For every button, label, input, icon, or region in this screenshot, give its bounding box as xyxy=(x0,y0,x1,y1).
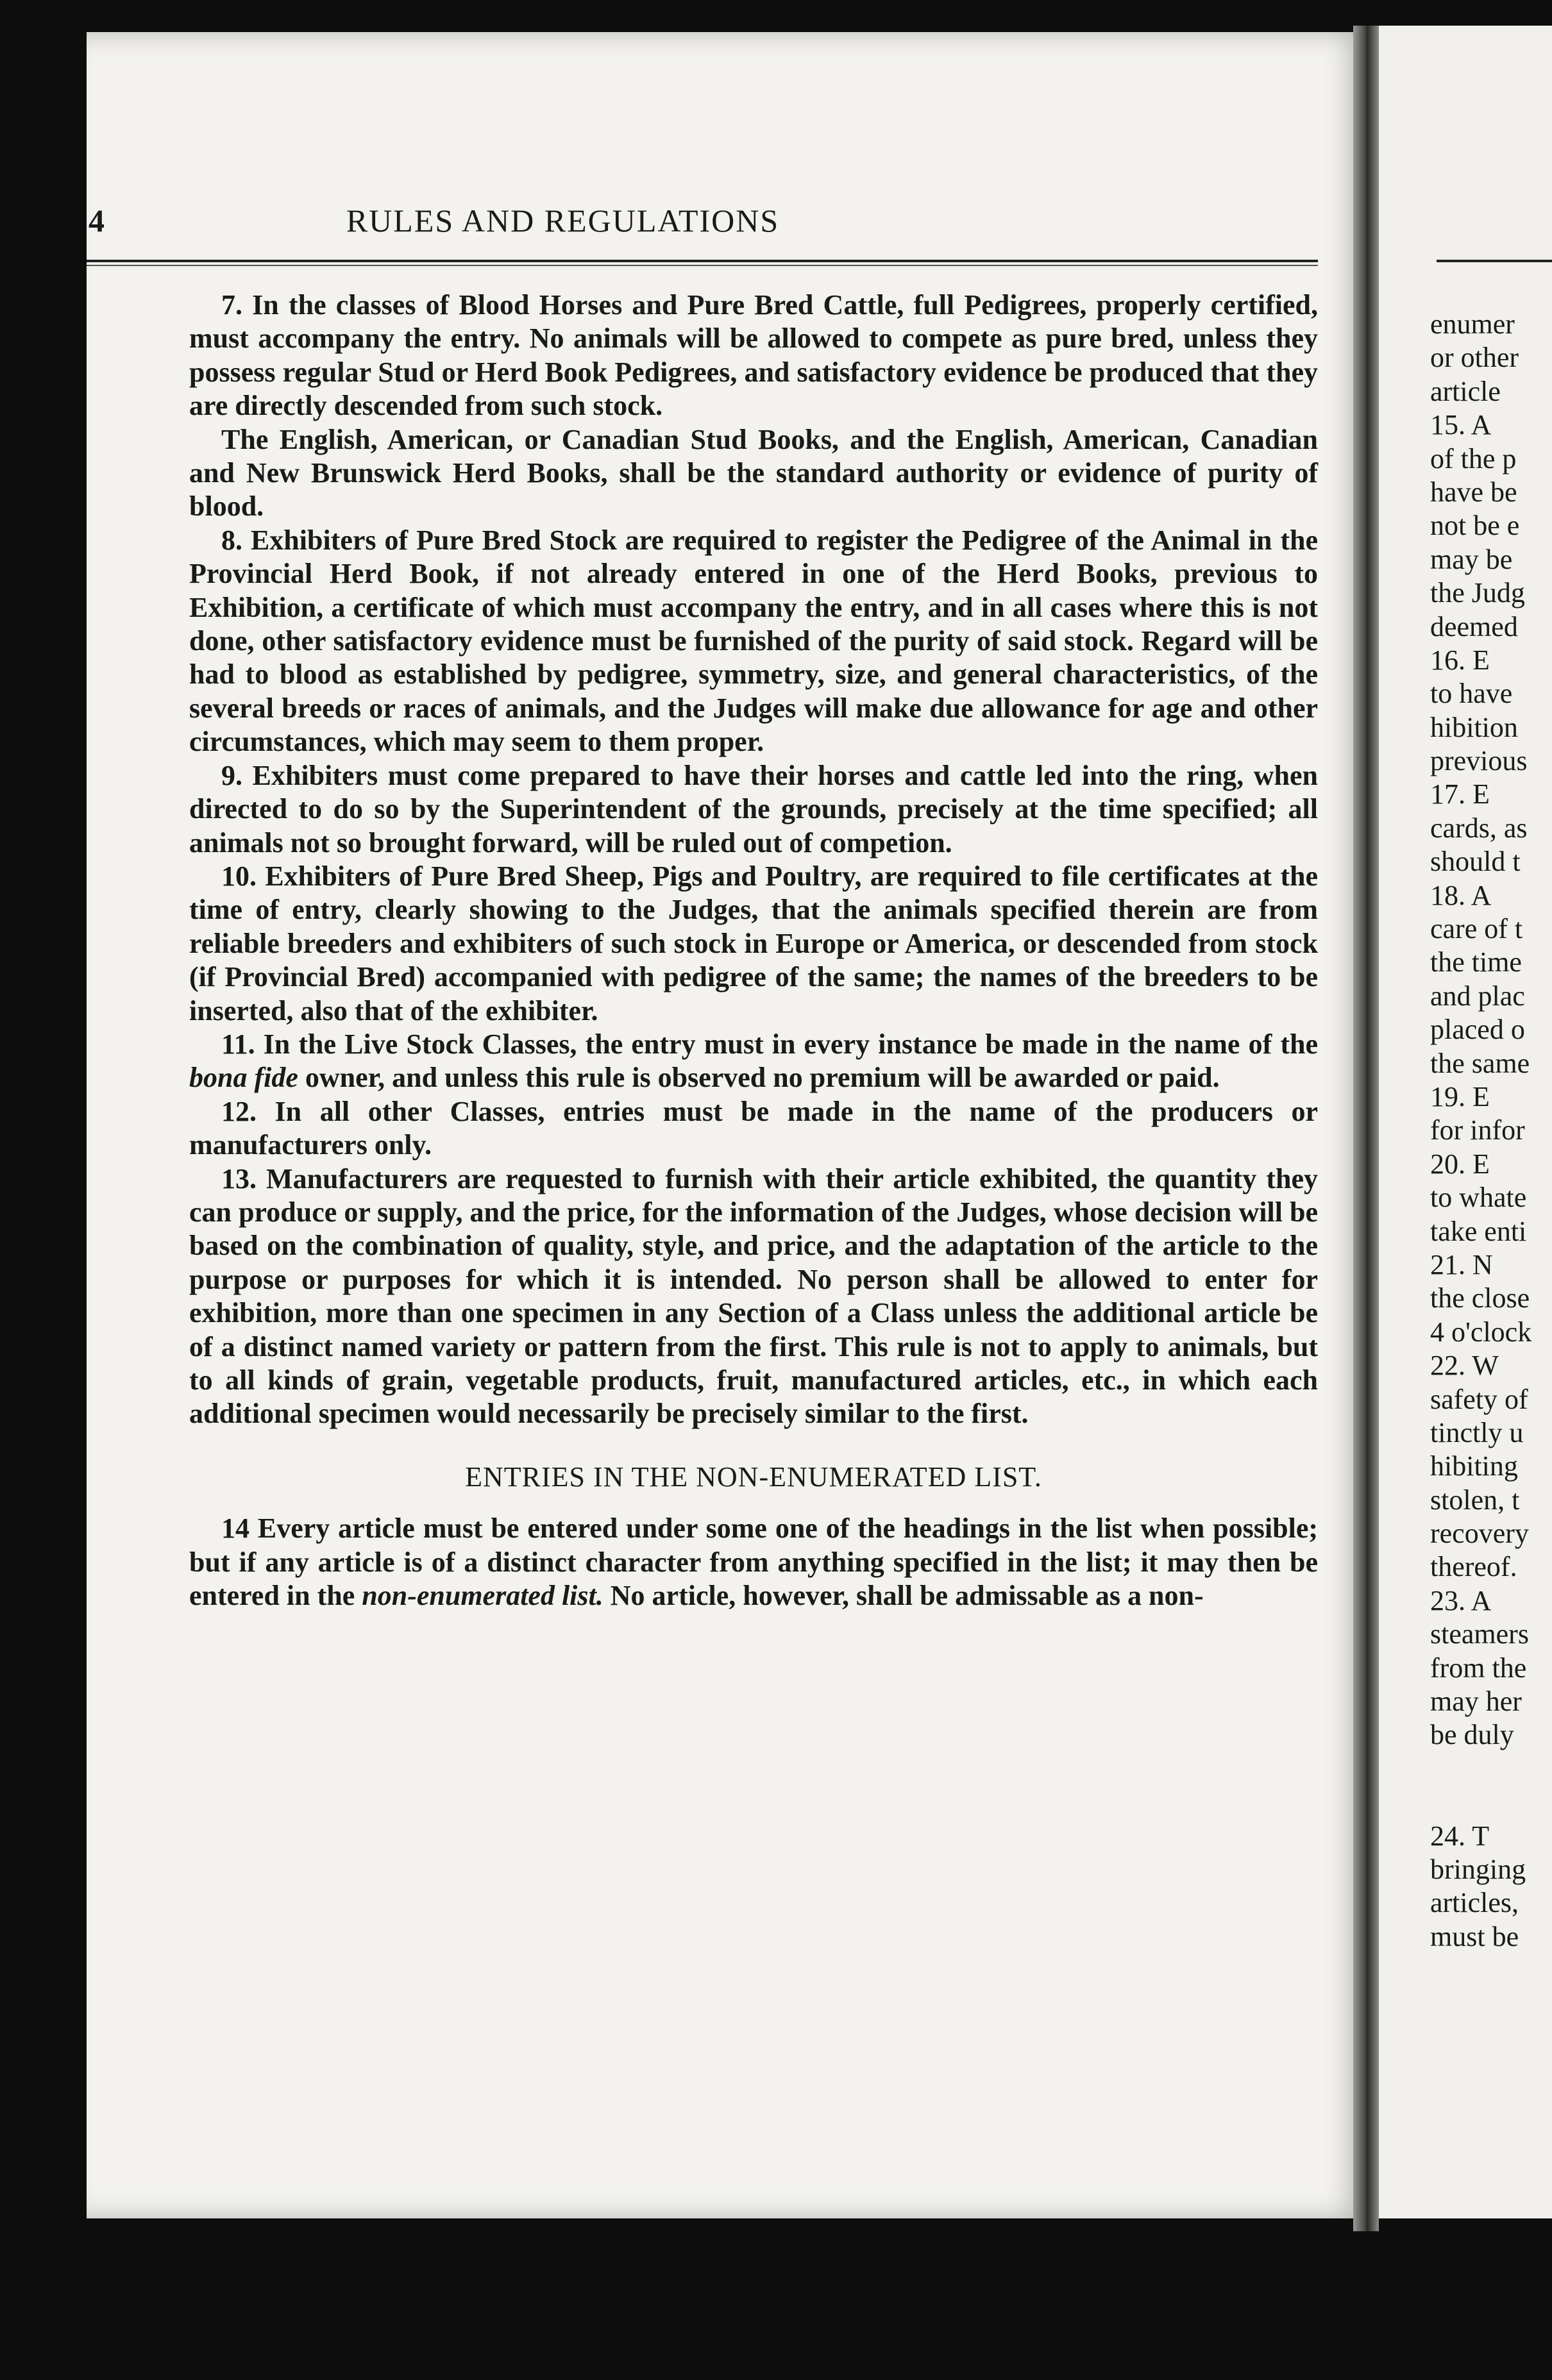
right-page-line: 19. E xyxy=(1430,1080,1490,1112)
right-page xyxy=(1379,26,1552,2218)
right-page-line: care of t xyxy=(1430,913,1523,945)
paragraph-14-italic: non-enumerated list. xyxy=(362,1580,603,1612)
right-page-line: steamers xyxy=(1430,1618,1529,1650)
paragraph-14 xyxy=(189,1512,1318,1613)
right-page-line: or other xyxy=(1430,342,1519,374)
right-page-line: hibiting xyxy=(1430,1450,1518,1482)
page-number: 4 xyxy=(89,203,105,239)
section-heading: ENTRIES IN THE NON-ENUMERATED LIST. xyxy=(465,1461,1042,1493)
header-rule-thin xyxy=(87,265,1318,266)
right-page-line: 23. A xyxy=(1430,1584,1492,1616)
paragraph-12: 12. In all other Classes, entries must be made in the name of the producers or manufacturers only. xyxy=(189,1095,1318,1161)
right-page-line: 16. E xyxy=(1430,644,1490,676)
right-page-line: safety of xyxy=(1430,1383,1528,1415)
right-page-line: previous xyxy=(1430,745,1528,777)
right-page-line: for infor xyxy=(1430,1114,1525,1146)
right-page-line: hibition xyxy=(1430,711,1518,743)
header-rule xyxy=(87,260,1318,262)
right-page-line: the Judg xyxy=(1430,577,1525,609)
right-page-line: should t xyxy=(1430,846,1521,878)
right-page-line: must be xyxy=(1430,1920,1519,1952)
right-page-line: the same xyxy=(1430,1047,1530,1079)
running-head: RULES AND REGULATIONS xyxy=(346,203,780,239)
right-page-line: 17. E xyxy=(1430,778,1490,810)
right-page-line: stolen, t xyxy=(1430,1484,1520,1516)
right-page-line: 20. E xyxy=(1430,1148,1490,1180)
right-page-line: 18. A xyxy=(1430,879,1492,911)
right-page-line: may be xyxy=(1430,543,1513,575)
right-page-line: have be xyxy=(1430,476,1517,508)
right-page-line: cards, as xyxy=(1430,812,1528,844)
paragraph-11-end: owner, and unless this rule is observed no premium will be awarded or paid. xyxy=(298,1062,1220,1094)
right-page-line xyxy=(1430,1752,1552,1786)
book-gutter xyxy=(1353,26,1379,2231)
right-page-line: not be e xyxy=(1430,510,1520,542)
right-page-line: articles, xyxy=(1430,1887,1519,1919)
right-page-line: placed o xyxy=(1430,1014,1525,1046)
right-page-line: the close xyxy=(1430,1282,1530,1314)
right-page-line: to have xyxy=(1430,678,1513,710)
right-page-line: 15. A xyxy=(1430,409,1492,441)
right-page-line: tinctly u xyxy=(1430,1416,1524,1448)
paragraph-10: 10. Exhibiters of Pure Bred Sheep, Pigs and Poultry, are required to file certificates at the time of entry, clearly showing to the Judges, that the animals specified therein are from reliable breeders and exhibiters of such stock in Europe or America, or descended from stock (if Provincial Bred) accompanied with pedigree of the same; the names of the breeders to be inserted, also that of the exhibiter. xyxy=(189,860,1318,1027)
right-page-line: be duly xyxy=(1430,1719,1514,1751)
right-page-line: 4 o'clock xyxy=(1430,1316,1532,1348)
right-page-line: take enti xyxy=(1430,1215,1527,1247)
right-page-line: deemed xyxy=(1430,610,1518,642)
paragraph-14-end: No article, however, shall be admissable as a non- xyxy=(603,1580,1204,1612)
right-page-line: recovery xyxy=(1430,1518,1529,1550)
right-page-line: enumer xyxy=(1430,308,1515,340)
right-page-line: the time xyxy=(1430,946,1522,978)
right-page-line: 22. W xyxy=(1430,1350,1499,1382)
right-page-text xyxy=(1430,308,1552,1954)
right-page-line: bringing xyxy=(1430,1853,1526,1885)
right-page-line: 24. T xyxy=(1430,1820,1490,1852)
page-header xyxy=(0,196,1126,240)
right-page-line: and plac xyxy=(1430,980,1525,1012)
right-page-line: from the xyxy=(1430,1652,1527,1684)
right-page-rule xyxy=(1437,260,1552,262)
paragraph-13: 13. Manufacturers are requested to furnish with their article exhibited, the quantity they can produce or supply, and the price, for the information of the Judges, whose decision will be based on the combination of quality, style, and price, and the adaptation of the article to the purpose or purposes for which it is intended. No person shall be allowed to enter for exhibition, more than one specimen in any Section of a Class unless the additional article be of a distinct named variety or pattern from the first. This rule is not to apply to animals, but to all kinds of grain, vegetable products, fruit, manufactured articles, etc., in which each additional specimen would necessarily be precisely similar to the first. xyxy=(189,1162,1318,1430)
right-page-line xyxy=(1430,1786,1552,1819)
paragraph-11-start: 11. In the Live Stock Classes, the entry must in every instance be made in the name of the xyxy=(221,1028,1318,1060)
right-page-line: to whate xyxy=(1430,1182,1527,1214)
right-page-line: thereof. xyxy=(1430,1551,1517,1583)
right-page-line: 21. N xyxy=(1430,1248,1493,1280)
paragraph-stud-books: The English, American, or Canadian Stud Books, and the English, American, Canadian and New Brunswick Herd Books, shall be the standard authority or evidence of purity of blood. xyxy=(189,423,1318,523)
paragraph-9: 9. Exhibiters must come prepared to have their horses and cattle led into the ring, when directed to do so by the Superintendent of the grounds, precisely at the time specified; all animals not so brought forward, will be ruled out of competion. xyxy=(189,759,1318,859)
paragraph-8: 8. Exhibiters of Pure Bred Stock are required to register the Pedigree of the Animal in the Provincial Herd Book, if not already entered in one of the Herd Books, previous to Exhibition, a certificate of which must accompany the entry, and in all cases where this is not done, other satisfactory evidence must be furnished of the purity of said stock. Regard will be had to blood as established by pedigree, symmetry, size, and general characteristics, of the several breeds or races of animals, and the Judges will make due allowance for age and other circumstances, which may seem to them proper. xyxy=(189,524,1318,758)
paragraph-11-italic: bona fide xyxy=(189,1062,298,1094)
paragraph-11 xyxy=(189,1028,1318,1095)
right-page-line: article xyxy=(1430,375,1501,407)
paragraph-7: 7. In the classes of Blood Horses and Pure Bred Cattle, full Pedigrees, properly certified, must accompany the entry. No animals will be allowed to compete as pure bred, unless they possess regular Stud or Herd Book Pedigrees, and satisfactory evidence be produced that they are directly descended from such stock. xyxy=(189,289,1318,422)
paragraph-14-start: 14 Every article must be entered under some one of the headings in the list when possible; but if any article is of a distinct character from anything specified in the list; it may then be entered in the xyxy=(189,1513,1318,1612)
body-text xyxy=(189,289,1318,1613)
right-page-line: of the p xyxy=(1430,442,1517,474)
right-page-line: may her xyxy=(1430,1686,1522,1718)
